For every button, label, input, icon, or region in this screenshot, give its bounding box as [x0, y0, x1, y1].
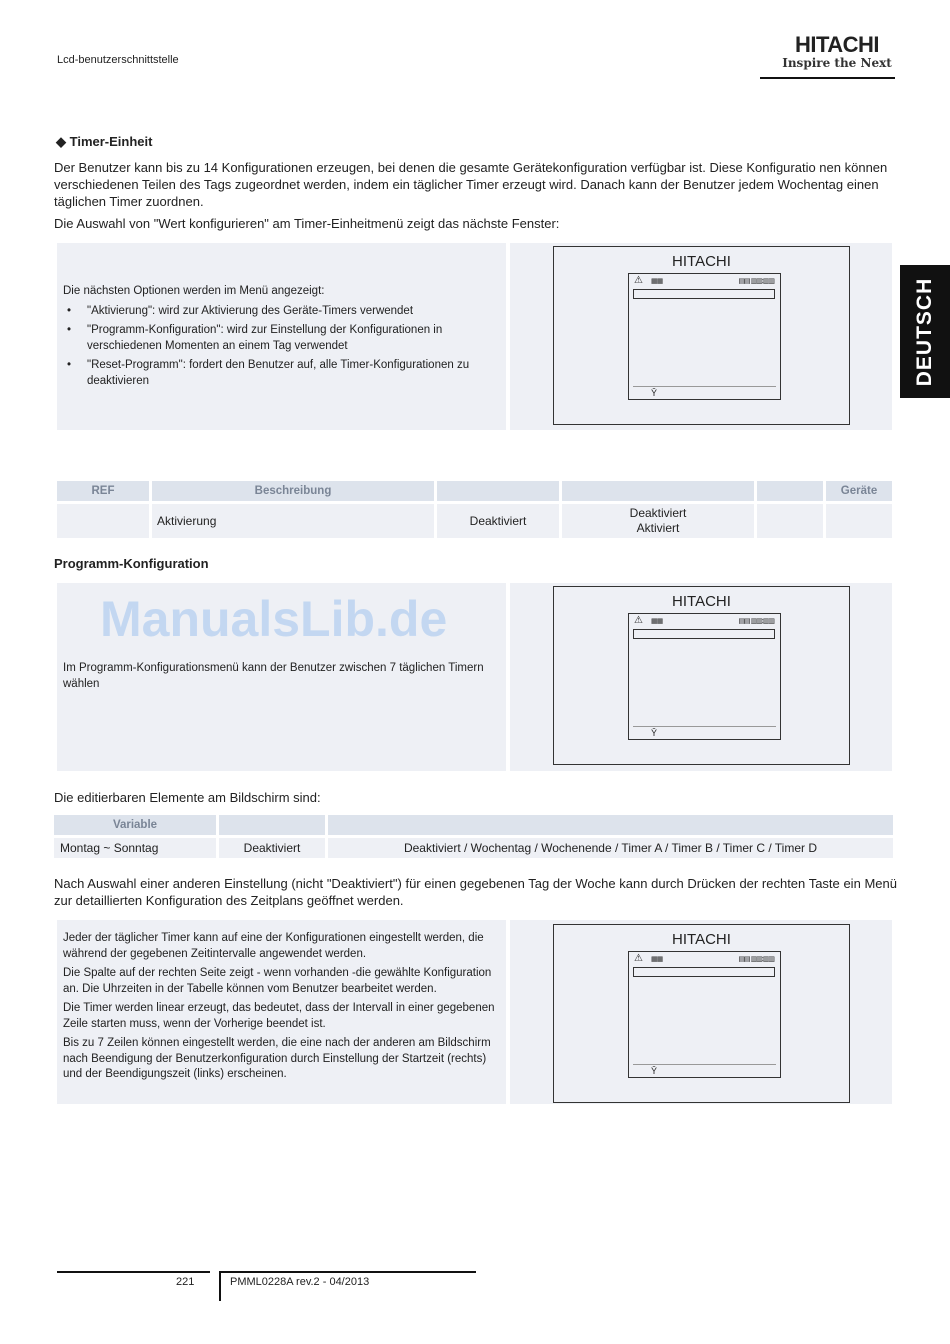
- lcd-display: HITACHI ⚠ ▦▦ ▤▤ ▥▥:▥▥ Ŷ: [553, 246, 850, 425]
- hitachi-logo: HITACHI Inspire the Next: [782, 32, 892, 70]
- warning-icon: ⚠: [634, 275, 643, 286]
- variables-table: Variable Montag ~ Sonntag Deaktiviert Deaktiviert / Wochentag / Wochenende / Timer A / Timer B / Timer C / Timer D: [51, 812, 896, 861]
- divider: [633, 726, 776, 727]
- lcd-display: HITACHI ⚠ ▦▦ ▤▤ ▥▥:▥▥ Ŷ: [553, 924, 850, 1103]
- lcd-panel: [510, 243, 892, 430]
- divider: [633, 1064, 776, 1065]
- running-header: Lcd-benutzerschnittstelle: [57, 54, 179, 66]
- section-title-timer: ◆ Timer-Einheit: [56, 134, 153, 149]
- activation-table: REF Beschreibung Geräte Aktivierung Deaktiviert Deaktiviert Aktiviert: [54, 478, 895, 541]
- antenna-icon: Ŷ: [651, 388, 658, 398]
- clock-icon: ▤▤ ▥▥:▥▥: [738, 956, 774, 963]
- antenna-icon: Ŷ: [651, 728, 658, 738]
- intro-paragraph-2: Die Auswahl von "Wert konfigurieren" am Timer-Einheitmenü zeigt das nächste Fenster:: [54, 216, 560, 231]
- lcd-panel: [510, 920, 892, 1104]
- diamond-bullet-icon: ◆: [56, 134, 66, 149]
- menu-highlight-bar: [633, 629, 775, 639]
- timer-panel: Jeder der täglicher Timer kann auf eine der Konfigurationen eingestellt werden, die während der gegebenen Zeitintervalle angewendet werden. Die Spalte auf der rechten Seite zeigt - wenn vorhanden -die gewählte Konfiguration an. Die Uhrzeiten in der Tabelle können vom Benutzer bearbeitet werden. Die Timer werden linear erzeugt, das bedeutet, dass der Intervall in einer gegebenen Zeile starten muss, wenn der Vorherige beendet ist. Bis zu 7 Zeilen können eingestellt werden, die eine nach der anderen am Bildschirm nach Beendigung der Benutzerkonfiguration durch Einstellung der Startzeit (rechts) und der Beendigungszeit (links) erscheinen.: [57, 920, 506, 1104]
- lcd-display: HITACHI ⚠ ▦▦ ▤▤ ▥▥:▥▥ Ŷ: [553, 586, 850, 765]
- header-rule: [760, 77, 895, 79]
- intro-block: [54, 134, 899, 237]
- intro-paragraph: Der Benutzer kann bis zu 14 Konfigurationen erzeugen, bei denen die gesamte Gerätekonfiguration verfügbar ist. Diese Konfiguratio nen können verschiedenen Teilen des Tags zugeordnet werden, indem ein täglicher Timer erzeugt wird. Danach kann der Benutzer jedem Wochentag einen täglichen Timer zuordnen.: [54, 160, 888, 209]
- warning-icon: ⚠: [634, 953, 643, 964]
- footer-rule: [57, 1271, 210, 1273]
- status-icon: ▦▦: [651, 278, 663, 285]
- watermark: ManualsLib.de: [100, 591, 448, 647]
- language-tab: DEUTSCH: [900, 265, 950, 398]
- antenna-icon: Ŷ: [651, 1066, 658, 1076]
- footer-divider: [219, 1271, 221, 1301]
- lcd-screen: [628, 951, 781, 1078]
- panel-intro: Die nächsten Optionen werden im Menü angezeigt:: [63, 285, 325, 297]
- editable-intro: Die editierbaren Elemente am Bildschirm sind:: [54, 790, 321, 805]
- menu-highlight-bar: [633, 289, 775, 299]
- option-item: • "Aktivierung": wird zur Aktivierung des Geräte-Timers verwendet: [63, 304, 493, 320]
- program-panel: Im Programm-Konfigurationsmenü kann der Benutzer zwischen 7 täglichen Timern wählen: [57, 583, 506, 771]
- options-panel: [57, 243, 506, 430]
- status-icon: ▦▦: [651, 956, 663, 963]
- status-icon: ▦▦: [651, 618, 663, 625]
- page-number: 221: [176, 1276, 195, 1288]
- warning-icon: ⚠: [634, 615, 643, 626]
- option-item: • "Reset-Programm": fordert den Benutzer auf, alle Timer-Konfigurationen zu deaktivieren: [63, 358, 493, 389]
- schedule-paragraph: Nach Auswahl einer anderen Einstellung (nicht "Deaktiviert") für einen gegebenen Tag der Woche kann durch Drücken der rechten Taste ein Menü zur detaillierten Konfiguration des Zeitplans geöffnet werden.: [54, 876, 897, 908]
- option-item: • "Programm-Konfiguration": wird zur Einstellung der Konfigurationen in verschiedenen Momenten an einem Tag verwendet: [63, 323, 493, 354]
- lcd-screen: [628, 613, 781, 740]
- document-id: PMML0228A rev.2 - 04/2013: [230, 1276, 370, 1288]
- section-title-program: Programm-Konfiguration: [54, 556, 209, 571]
- divider: [633, 386, 776, 387]
- clock-icon: ▤▤ ▥▥:▥▥: [738, 618, 774, 625]
- footer-rule: [220, 1271, 476, 1273]
- lcd-screen: [628, 273, 781, 400]
- table-row: Montag ~ Sonntag Deaktiviert Deaktiviert / Wochentag / Wochenende / Timer A / Timer B / Timer C / Timer D: [54, 838, 893, 858]
- table-row: Aktivierung Deaktiviert Deaktiviert Aktiviert: [57, 504, 892, 538]
- clock-icon: ▤▤ ▥▥:▥▥: [738, 278, 774, 285]
- lcd-panel: [510, 583, 892, 771]
- menu-highlight-bar: [633, 967, 775, 977]
